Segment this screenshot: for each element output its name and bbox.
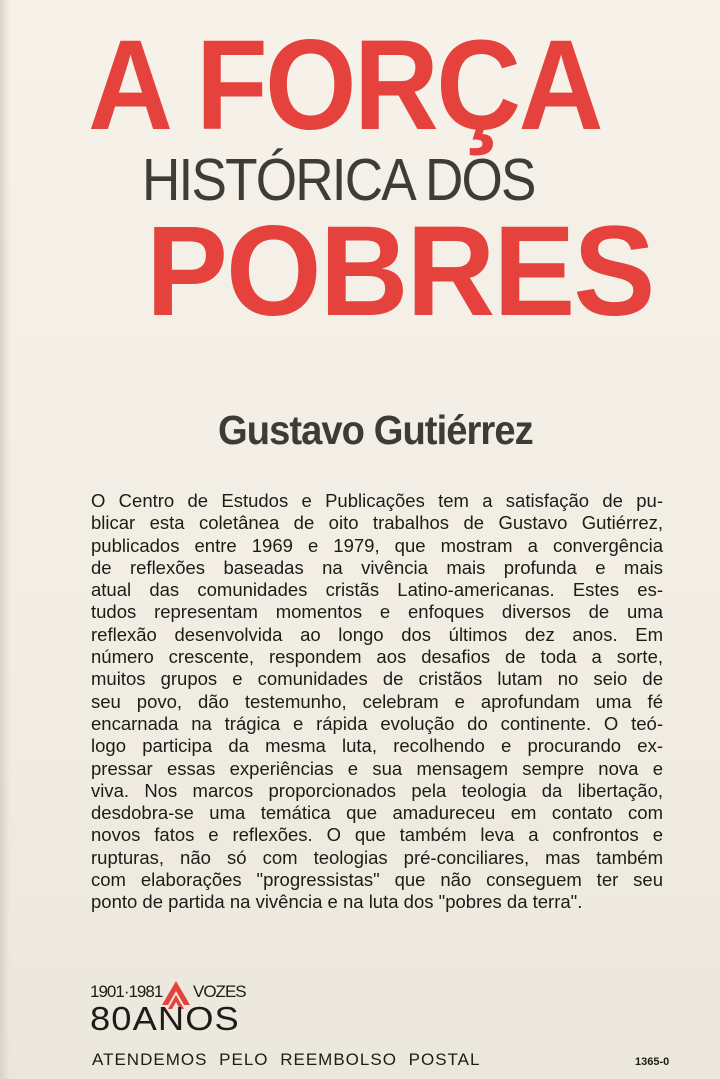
blurb-text xyxy=(91,490,663,914)
footer-notice: ATENDEMOS PELO REEMBOLSO POSTAL xyxy=(92,1050,481,1069)
blurb-line: com elaborações "progressistas" que não conseguem ter seu xyxy=(91,869,663,891)
blurb-line: encarnada na trágica e rápida evolução do continente. O teó- xyxy=(91,712,663,734)
title-line-1: A FORÇA xyxy=(88,14,601,157)
blurb-line: atual das comunidades cristãs Latino-americanas. Estes es- xyxy=(91,579,663,601)
blurb-line: novos fatos e reflexões. O que também leva a confrontos e xyxy=(91,824,663,846)
catalog-code: 1365-0 xyxy=(635,1056,670,1068)
blurb-line: desdobra-se uma temática que amadureceu em contato com xyxy=(91,802,663,824)
logo-imprint: VOZES xyxy=(193,982,246,1001)
publisher-logo xyxy=(90,975,265,1037)
logo-anniversary: 80ANOS xyxy=(90,1000,240,1037)
title-line-3: POBRES xyxy=(146,200,654,343)
blurb-line: de reflexões baseadas na vivência mais profunda e mais xyxy=(91,556,663,578)
blurb-line: reflexão desenvolvida ao longo dos últimos dez anos. Em xyxy=(91,623,663,645)
blurb-line: pressar essas experiências e sua mensagem sempre nova e xyxy=(91,757,663,779)
logo-years: 1901·1981 xyxy=(90,982,163,1001)
title-line-2: HISTÓRICA DOS xyxy=(142,147,535,213)
blurb-line: ponto de partida na vivência e na luta dos "pobres da terra". xyxy=(91,891,583,913)
blurb-line: muitos grupos e comunidades de cristãos lutam no seio de xyxy=(91,668,663,690)
author-name: Gustavo Gutiérrez xyxy=(218,407,533,453)
blurb-line: viva. Nos marcos proporcionados pela teologia da libertação, xyxy=(91,779,663,801)
blurb-line: blicar esta coletânea de oito trabalhos de Gustavo Gutiérrez, xyxy=(91,512,663,534)
blurb-line: logo participa da mesma luta, recolhendo e procurando ex- xyxy=(91,735,663,757)
blurb-line: publicados entre 1969 e 1979, que mostram a convergência xyxy=(91,534,663,556)
cover-edge-shadow xyxy=(0,0,10,1079)
blurb-line: tudos representam momentos e enfoques diversos de uma xyxy=(91,601,663,623)
blurb-line: seu povo, dão testemunho, celebram e aprofundam uma fé xyxy=(91,690,663,712)
blurb-line: número crescente, respondem aos desafios de toda a sorte, xyxy=(91,646,663,668)
blurb-line: rupturas, não só com teologias pré-conciliares, mas também xyxy=(91,846,663,868)
blurb-line: O Centro de Estudos e Publicações tem a satisfação de pu- xyxy=(91,490,663,511)
